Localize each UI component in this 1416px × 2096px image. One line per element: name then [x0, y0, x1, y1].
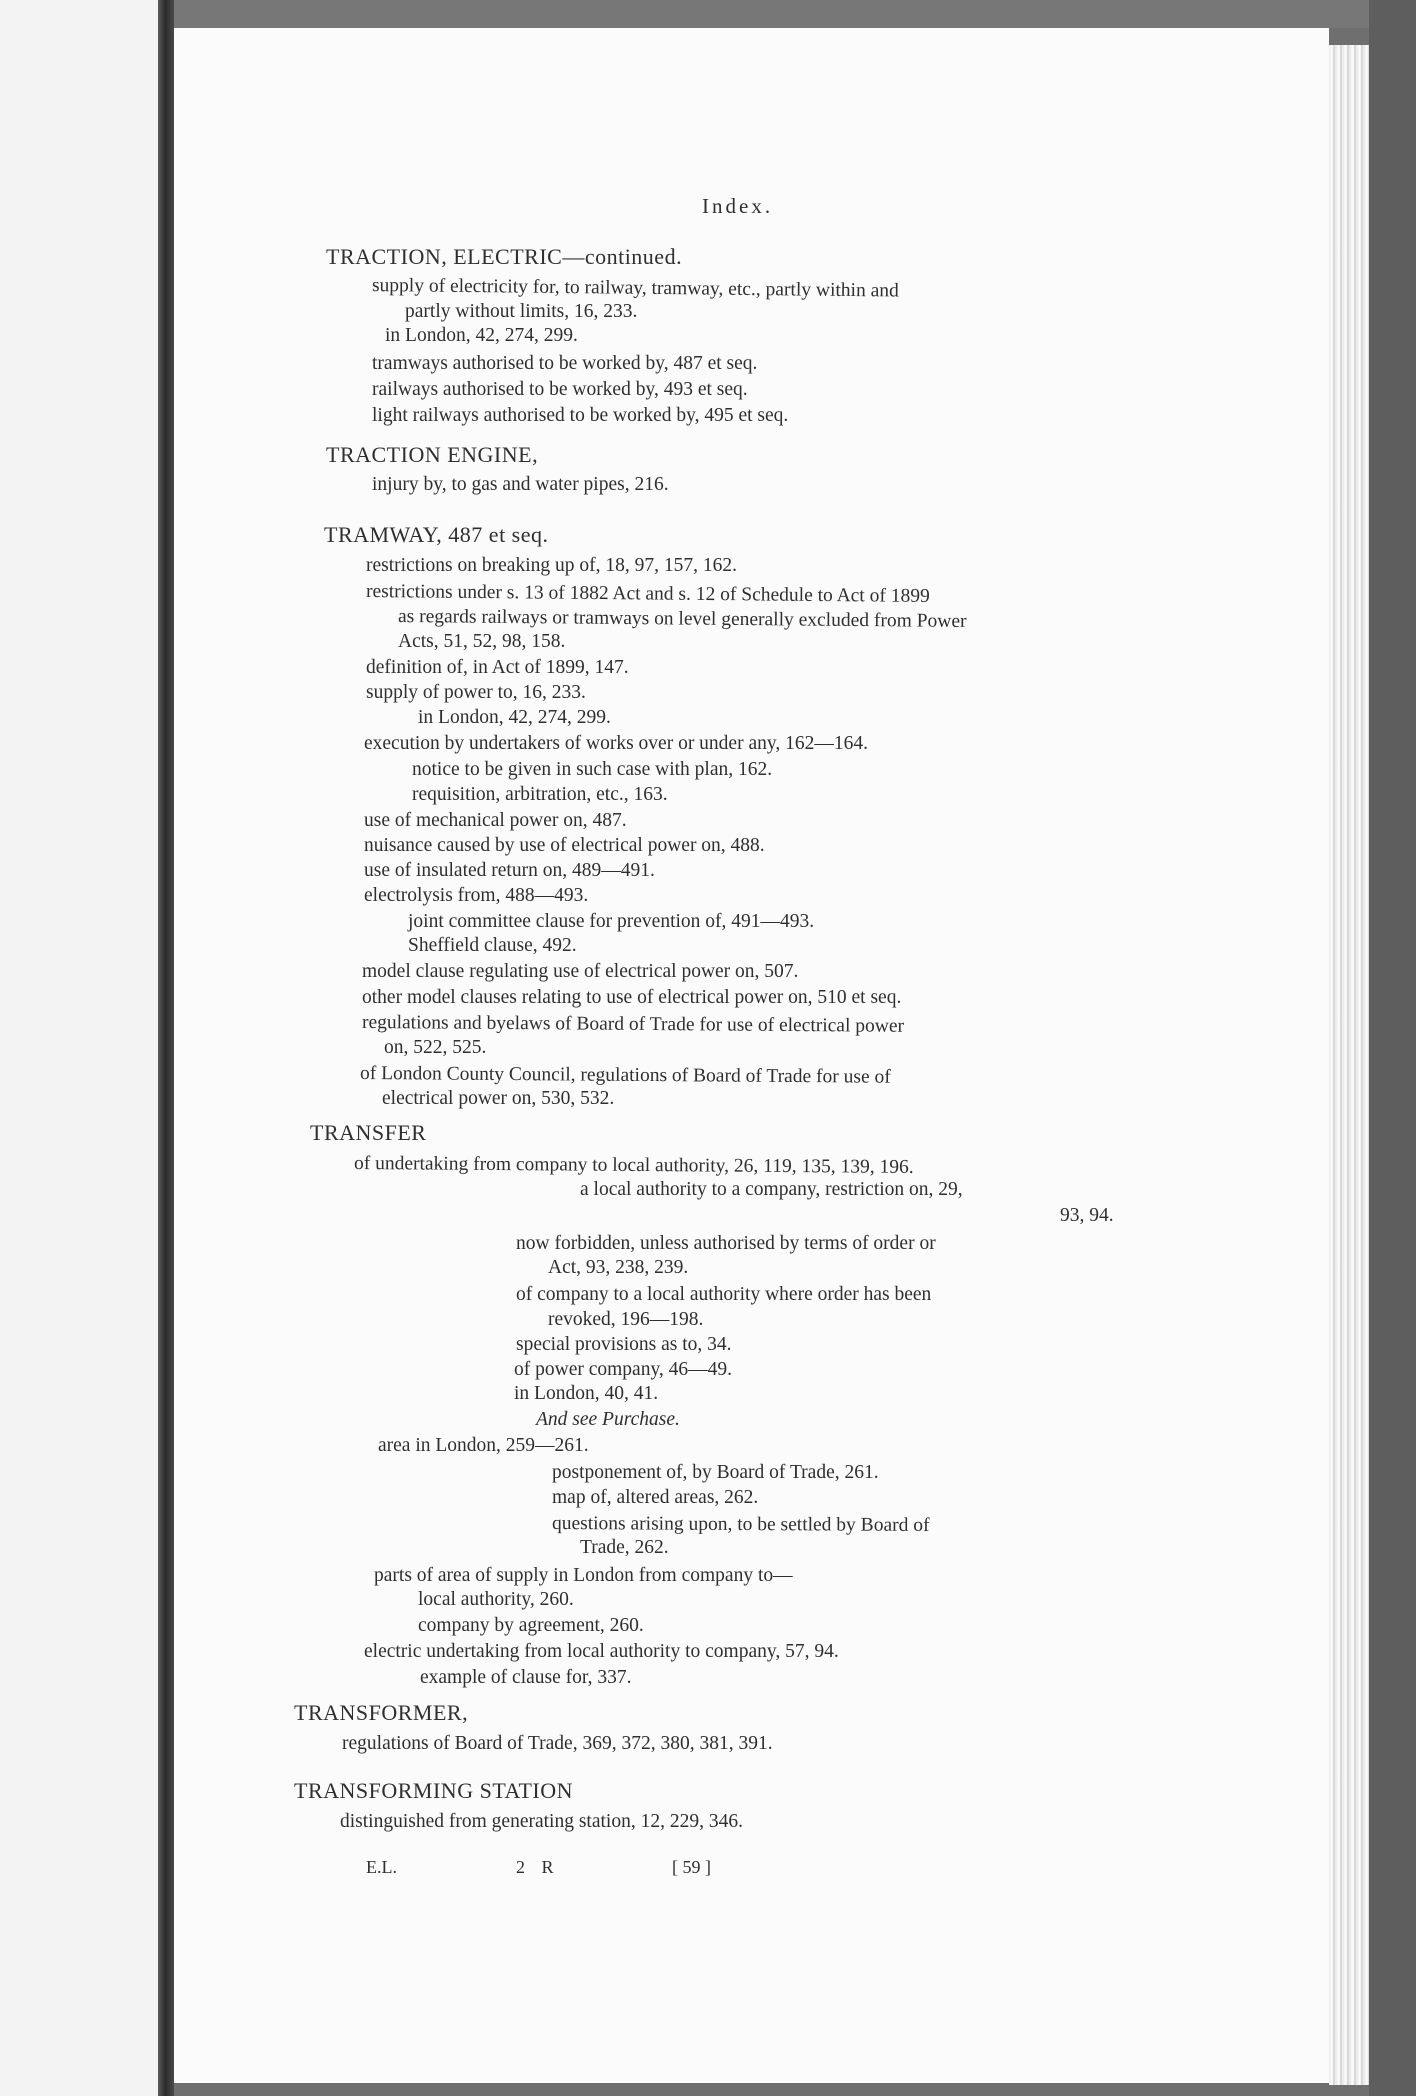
index-subentry: questions arising upon, to be settled by Board of — [551, 1513, 930, 1536]
index-subentry: Act, 93, 238, 239. — [548, 1257, 689, 1278]
index-subentry: electrical power on, 530, 532. — [382, 1088, 615, 1109]
index-subentry: joint committee clause for prevention of, 491—493. — [408, 911, 815, 932]
footer-abbreviation: E.L. — [366, 1857, 397, 1877]
index-subentry: requisition, arbitration, etc., 163. — [412, 784, 668, 805]
index-subentry: of power company, 46—49. — [514, 1359, 733, 1380]
index-subentry: revoked, 196—198. — [548, 1309, 704, 1330]
index-subentry: as regards railways or tramways on level generally excluded from Power — [397, 606, 967, 632]
index-subentry: tramways authorised to be worked by, 487 et seq. — [372, 353, 758, 374]
index-subentry: in London, 40, 41. — [514, 1383, 659, 1404]
index-heading: TRACTION ENGINE, — [326, 442, 539, 467]
index-subentry: electric undertaking from local authority to company, 57, 94. — [364, 1641, 839, 1662]
index-subentry: supply of power to, 16, 233. — [366, 682, 586, 703]
index-subentry: a local authority to a company, restriction on, 29, — [580, 1179, 963, 1200]
index-heading: TRACTION, ELECTRIC—continued. — [326, 244, 683, 269]
index-subentry: railways authorised to be worked by, 493 et seq. — [372, 379, 748, 400]
scan-border-top — [174, 0, 1416, 28]
index-subentry: now forbidden, unless authorised by terms of order or — [516, 1233, 936, 1254]
index-subentry: regulations and byelaws of Board of Trade for use of electrical power — [361, 1012, 905, 1037]
index-subentry: Acts, 51, 52, 98, 158. — [398, 631, 566, 652]
index-subentry: postponement of, by Board of Trade, 261. — [552, 1462, 879, 1483]
index-heading: TRANSFORMER, — [294, 1700, 469, 1725]
index-page — [174, 28, 1329, 2083]
index-subentry: light railways authorised to be worked by, 495 et seq. — [372, 405, 789, 426]
index-subentry: other model clauses relating to use of electrical power on, 510 et seq. — [362, 987, 902, 1008]
index-subentry: restrictions on breaking up of, 18, 97, 157, 162. — [366, 555, 737, 576]
index-subentry: company by agreement, 260. — [418, 1615, 644, 1636]
running-head: Index. — [702, 194, 774, 218]
index-subentry: distinguished from generating station, 12, 229, 346. — [340, 1811, 743, 1832]
index-subentry: parts of area of supply in London from company to— — [374, 1565, 793, 1586]
index-subentry: example of clause for, 337. — [420, 1667, 632, 1688]
cross-reference: And see Purchase. — [536, 1409, 680, 1430]
index-subentry: execution by undertakers of works over or under any, 162—164. — [364, 733, 868, 754]
index-heading: TRAMWAY, 487 et seq. — [324, 522, 549, 547]
page-number: [ 59 ] — [672, 1857, 711, 1877]
scan-border-right — [1369, 0, 1416, 2096]
index-heading: TRANSFORMING STATION — [294, 1778, 573, 1803]
index-subentry: special provisions as to, 34. — [516, 1334, 732, 1355]
index-subentry: of company to a local authority where order has been — [516, 1284, 932, 1305]
facing-page — [0, 0, 165, 2096]
index-subentry: injury by, to gas and water pipes, 216. — [372, 474, 669, 495]
index-subentry: use of insulated return on, 489—491. — [364, 860, 655, 881]
index-subentry: 93, 94. — [1060, 1205, 1114, 1226]
index-subentry: use of mechanical power on, 487. — [364, 810, 627, 831]
index-subentry: model clause regulating use of electrical power on, 507. — [362, 961, 799, 982]
index-subentry: electrolysis from, 488—493. — [364, 885, 589, 906]
index-subentry: partly without limits, 16, 233. — [405, 301, 638, 322]
page-edges — [1329, 45, 1369, 2085]
index-subentry: of undertaking from company to local authority, 26, 119, 135, 139, 196. — [353, 1153, 914, 1178]
book-gutter — [158, 0, 174, 2096]
index-subentry: in London, 42, 274, 299. — [418, 707, 611, 728]
index-subentry: of London County Council, regulations of Board of Trade for use of — [359, 1063, 891, 1088]
index-subentry: Trade, 262. — [580, 1537, 669, 1558]
index-subentry: local authority, 260. — [418, 1589, 574, 1610]
index-subentry: on, 522, 525. — [384, 1037, 487, 1058]
index-subentry: definition of, in Act of 1899, 147. — [366, 657, 629, 678]
index-heading: TRANSFER — [310, 1120, 427, 1145]
index-subentry: area in London, 259—261. — [378, 1435, 589, 1456]
index-subentry: nuisance caused by use of electrical power on, 488. — [364, 835, 765, 856]
index-subentry: supply of electricity for, to railway, tramway, etc., partly within and — [371, 275, 899, 302]
index-subentry: in London, 42, 274, 299. — [385, 325, 578, 346]
index-subentry: map of, altered areas, 262. — [552, 1487, 759, 1508]
index-subentry: regulations of Board of Trade, 369, 372, 380, 381, 391. — [342, 1733, 773, 1754]
index-subentry: notice to be given in such case with plan, 162. — [412, 759, 773, 780]
index-subentry: restrictions under s. 13 of 1882 Act and s. 12 of Schedule to Act of 1899 — [365, 581, 930, 607]
index-subentry: Sheffield clause, 492. — [408, 935, 577, 956]
signature-mark: 2 R — [516, 1857, 560, 1877]
